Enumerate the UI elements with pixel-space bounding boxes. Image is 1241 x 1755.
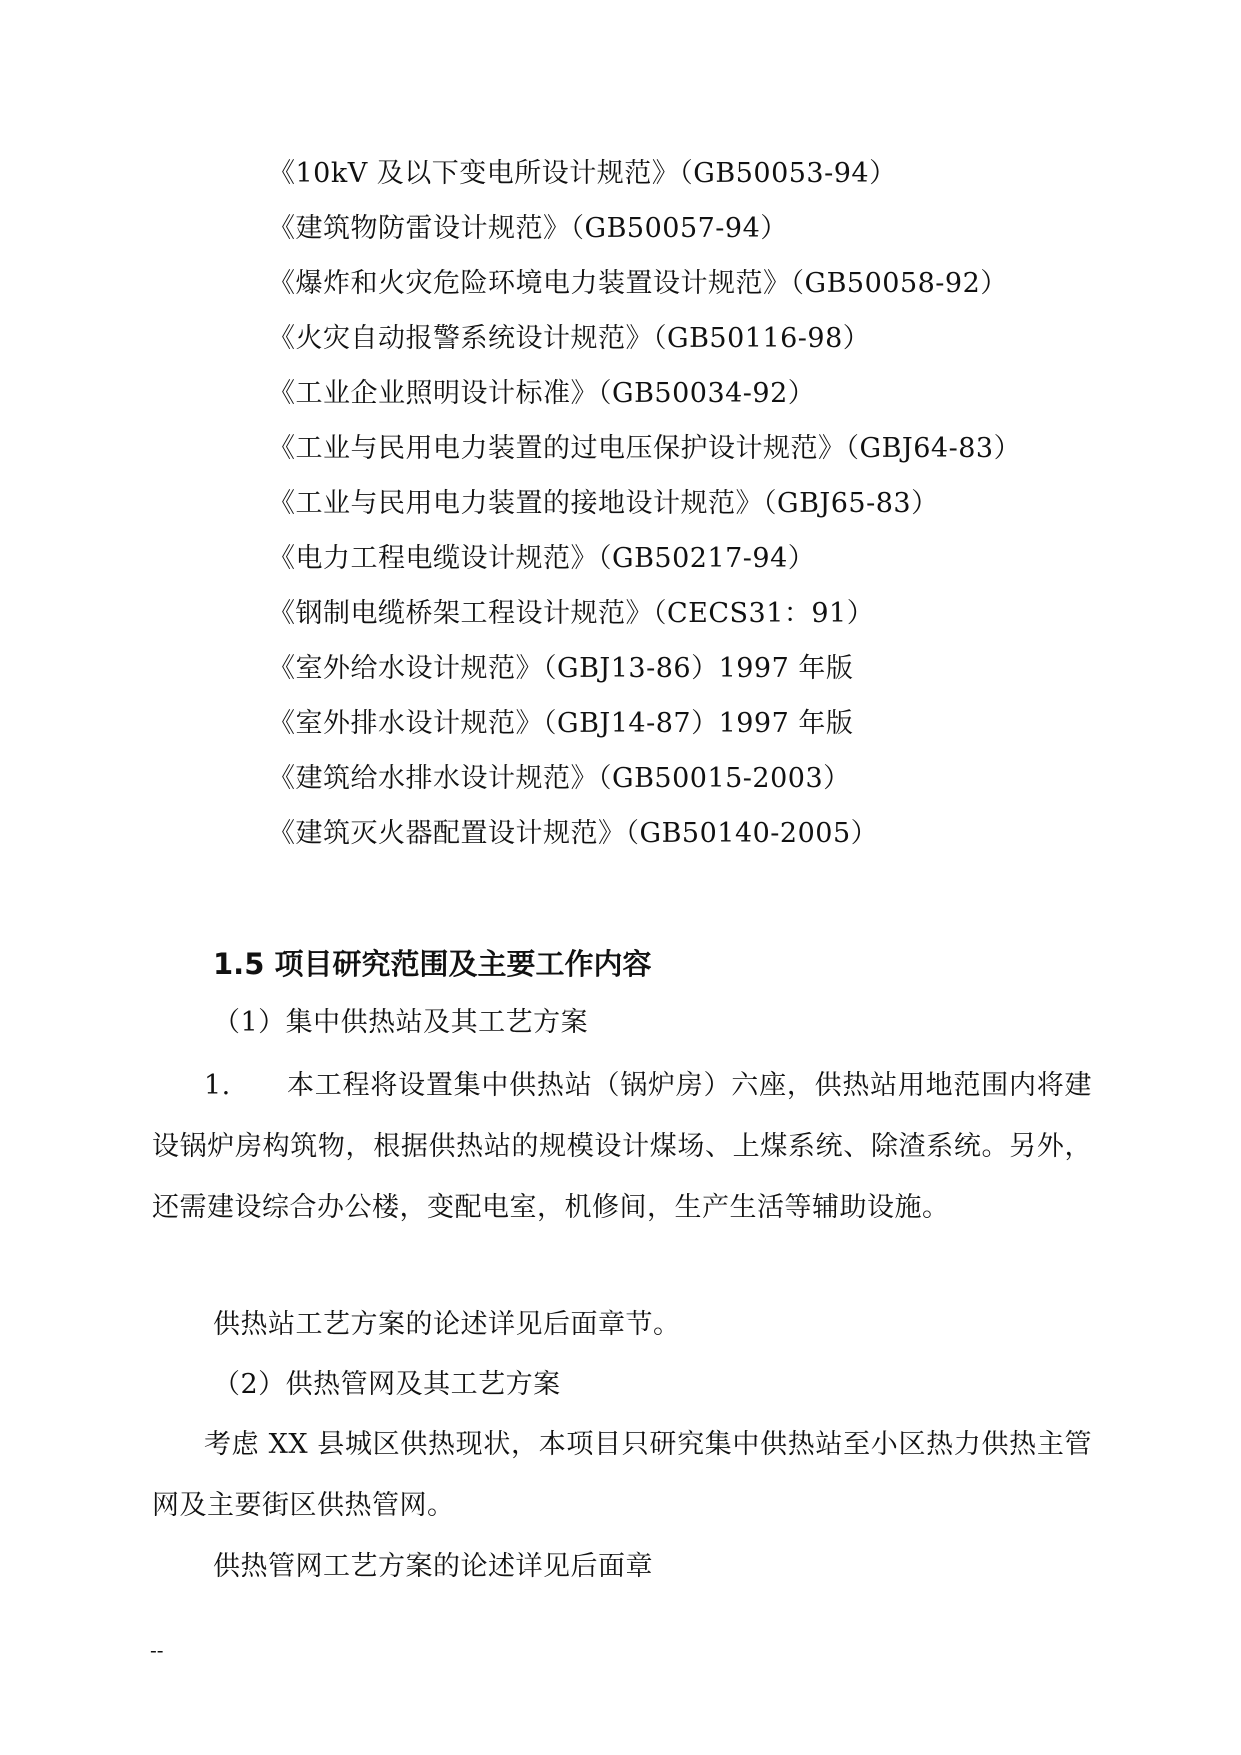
item-paragraph xyxy=(152,1055,1092,1238)
paragraph-note: 供热站工艺方案的论述详见后面章节。 xyxy=(213,1309,681,1340)
body-paragraph: 考虑 XX 县城区供热现状，本项目只研究集中供热站至小区热力供热主管网及主要街区供热管网。 xyxy=(152,1429,1092,1521)
item-number: 1. xyxy=(204,1070,231,1101)
reference-item: 《建筑给水排水设计规范》（GB50015-2003） xyxy=(268,763,851,794)
paragraph-note: 供热管网工艺方案的论述详见后面章 xyxy=(213,1551,653,1582)
reference-item: 《建筑灭火器配置设计规范》（GB50140-2005） xyxy=(268,818,879,849)
reference-item: 《室外排水设计规范》（GBJ14-87）1997 年版 xyxy=(268,708,854,739)
reference-item: 《10kV 及以下变电所设计规范》（GB50053-94） xyxy=(268,158,897,189)
footer-mark: -- xyxy=(150,1638,164,1662)
reference-item: 《电力工程电缆设计规范》（GB50217-94） xyxy=(268,543,816,574)
reference-item: 《工业企业照明设计标准》（GB50034-92） xyxy=(268,378,816,409)
reference-item: 《建筑物防雷设计规范》（GB50057-94） xyxy=(268,213,788,244)
item-text: 本工程将设置集中供热站（锅炉房）六座，供热站用地范围内将建设锅炉房构筑物，根据供热站的规模设计煤场、上煤系统、除渣系统。另外，还需建设综合办公楼，变配电室，机修间，生产生活等辅助设施。 xyxy=(152,1070,1092,1223)
reference-item: 《钢制电缆桥架工程设计规范》（CECS31：91） xyxy=(268,598,875,629)
reference-item: 《火灾自动报警系统设计规范》（GB50116-98） xyxy=(268,323,871,354)
subsection-title: （2）供热管网及其工艺方案 xyxy=(213,1369,561,1400)
reference-item: 《室外给水设计规范》（GBJ13-86）1997 年版 xyxy=(268,653,854,684)
reference-item: 《工业与民用电力装置的接地设计规范》（GBJ65-83） xyxy=(268,488,939,519)
subsection-title: （1）集中供热站及其工艺方案 xyxy=(213,1007,589,1038)
section-heading: 1.5 项目研究范围及主要工作内容 xyxy=(213,947,652,981)
reference-item: 《爆炸和火灾危险环境电力装置设计规范》（GB50058-92） xyxy=(268,268,1008,299)
reference-item: 《工业与民用电力装置的过电压保护设计规范》（GBJ64-83） xyxy=(268,433,1022,464)
